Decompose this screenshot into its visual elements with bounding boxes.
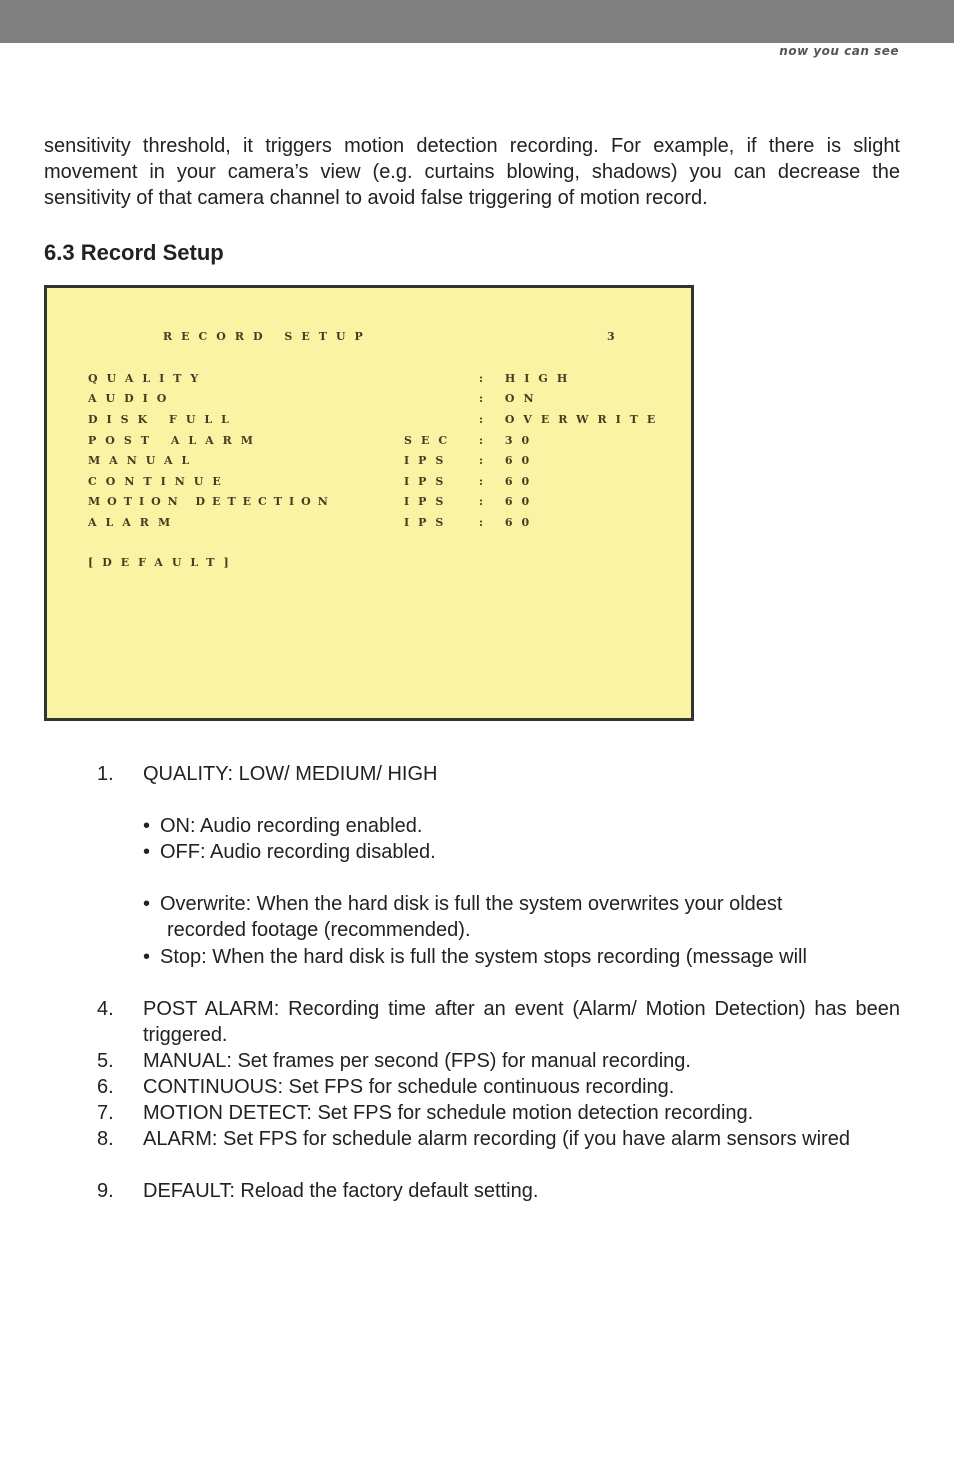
intro-paragraph: sensitivity threshold, it triggers motion detection recording. For example, if there is slight movement in your camera’s view (e.g. curtains blowing, shadows) you can decrease the sensitivity of that camera channel to avoid false triggering of motion record. [44,135,900,209]
osd-row-label: QUALITY [88,372,208,385]
osd-row-label: POST ALARM [88,434,262,447]
list-item-continuous: CONTINUOUS: Set FPS for schedule continuous recording. [143,1076,675,1098]
list-number: 6. [97,1076,114,1098]
osd-row-value: : 60 [479,516,539,529]
osd-row-value: : OVERWRITE [479,413,665,426]
list-item-default: DEFAULT: Reload the factory default setting. [143,1180,539,1202]
list-number: 8. [97,1128,114,1150]
osd-row-value: : 60 [479,454,539,467]
osd-row-value: : 60 [479,495,539,508]
bullet: • [143,815,151,837]
osd-row-unit: IPS [404,475,453,488]
list-item-overwrite-cont: recorded footage (recommended). [167,919,471,941]
bullet: • [143,893,151,915]
list-item-stop: Stop: When the hard disk is full the system stops recording (message will [160,946,807,968]
bullet: • [143,841,151,863]
list-item-audio-off: OFF: Audio recording disabled. [160,841,436,863]
list-number: 1. [97,763,114,785]
list-item-post-alarm: POST ALARM: Recording time after an event (Alarm/ Motion Detection) has been triggered. [143,998,900,1046]
osd-row-value: : HIGH [479,372,577,385]
list-item-quality: QUALITY: LOW/ MEDIUM/ HIGH [143,763,438,785]
bullet: • [143,946,151,968]
osd-row-unit: IPS [404,454,453,467]
list-number: 9. [97,1180,114,1202]
osd-row-value: : 30 [479,434,539,447]
osd-row-label: CONTINUE [88,475,230,488]
osd-row-label: MOTION DETECTION [88,495,335,508]
list-item-alarm: ALARM: Set FPS for schedule alarm recording (if you have alarm sensors wired [143,1128,850,1150]
list-item-overwrite: Overwrite: When the hard disk is full the system overwrites your oldest [160,893,783,915]
osd-default-button: [DEFAULT] [88,556,238,569]
header-bar [0,0,954,43]
osd-page-number: 3 [607,330,624,343]
osd-row-unit: IPS [404,495,453,508]
list-item-manual: MANUAL: Set frames per second (FPS) for manual recording. [143,1050,691,1072]
record-setup-osd-screenshot [44,285,694,721]
list-number: 5. [97,1050,114,1072]
osd-row-unit: IPS [404,516,453,529]
osd-row-label: MANUAL [88,454,199,467]
list-number: 7. [97,1102,114,1124]
osd-title: RECORD SETUP [163,330,372,343]
list-number: 4. [97,998,114,1020]
section-heading: 6.3 Record Setup [44,240,224,265]
osd-row-unit: SEC [404,434,457,447]
osd-row-value: : ON [479,392,543,405]
osd-row-value: : 60 [479,475,539,488]
list-item-audio-on: ON: Audio recording enabled. [160,815,423,837]
brand-tagline: now you can see [779,44,899,58]
osd-row-label: DISK FULL [88,413,238,426]
osd-row-label: AUDIO [88,392,176,405]
osd-row-label: ALARM [88,516,180,529]
list-item-motion: MOTION DETECT: Set FPS for schedule motion detection recording. [143,1102,754,1124]
